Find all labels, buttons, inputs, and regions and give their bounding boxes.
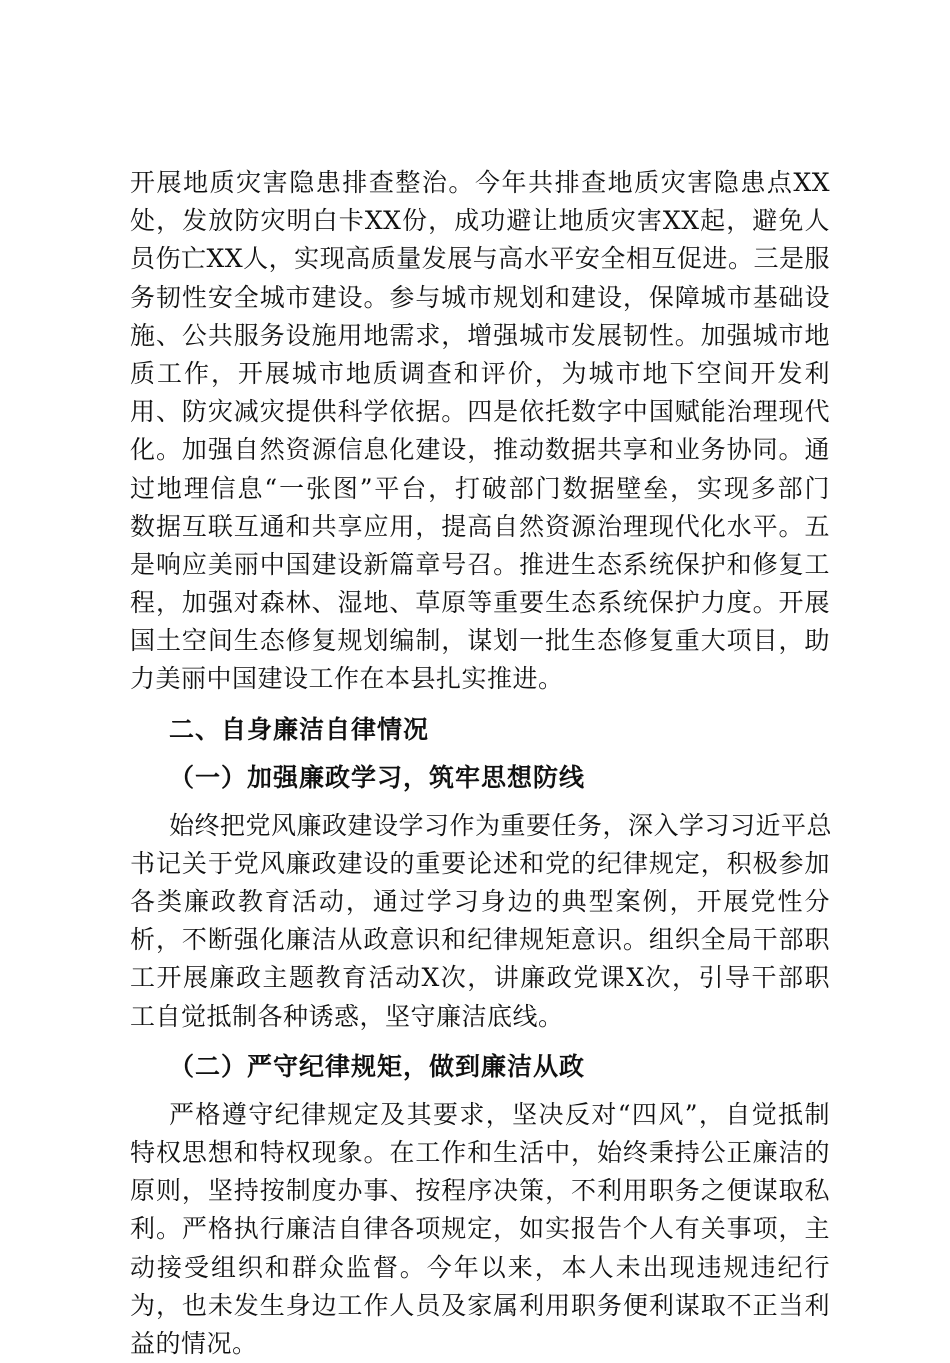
text-line: 动接受组织和群众监督。今年以来，本人未出现违规违纪行 [130,1252,830,1282]
paragraph-geohazard-continued [130,164,830,699]
text-line: 益的情况。 [130,1328,258,1358]
text-line: 工自觉抵制各种诱惑，坚守廉洁底线。 [130,1001,564,1031]
text-line: 特权思想和特权现象。在工作和生活中，始终秉持公正廉洁的 [130,1137,830,1167]
subsection-heading: （二）严守纪律规矩，做到廉洁从政 [169,1051,586,1081]
document-page [130,164,833,1363]
text-line: 工开展廉政主题教育活动X次，讲廉政党课X次，引导干部职 [130,963,830,993]
text-line: 析，不断强化廉洁从政意识和纪律规矩意识。组织全局干部职 [130,925,830,955]
text-line: 处，发放防灾明白卡XX份，成功避让地质灾害XX起，避免人 [130,206,830,236]
text-line: 员伤亡XX人，实现高质量发展与高水平安全相互促进。三是服 [130,244,830,274]
text-line: 施、公共服务设施用地需求，增强城市发展韧性。加强城市地 [130,320,830,350]
text-line: 是响应美丽中国建设新篇章号召。推进生态系统保护和修复工 [130,549,830,579]
text-line: 严格遵守纪律规定及其要求，坚决反对“四风”，自觉抵制 [169,1099,830,1129]
text-line: 为，也未发生身边工作人员及家属利用职务便利谋取不正当利 [130,1290,830,1320]
text-line: 务韧性安全城市建设。参与城市规划和建设，保障城市基础设 [130,282,830,312]
text-line: 利。严格执行廉洁自律各项规定，如实报告个人有关事项，主 [130,1214,830,1244]
text-line: 国土空间生态修复规划编制，谋划一批生态修复重大项目，助 [130,626,830,656]
text-line: 力美丽中国建设工作在本县扎实推进。 [130,664,564,694]
text-line: 化。加强自然资源信息化建设，推动数据共享和业务协同。通 [130,435,830,465]
text-line: 各类廉政教育活动，通过学习身边的典型案例，开展党性分 [130,887,830,916]
text-line: 程，加强对森林、湿地、草原等重要生态系统保护力度。开展 [130,588,830,618]
subsection-heading: （一）加强廉政学习，筑牢思想防线 [169,762,586,792]
text-line: 数据互联互通和共享应用，提高自然资源治理现代化水平。五 [130,511,830,541]
paragraph-discipline [130,1096,830,1363]
text-line: 始终把党风廉政建设学习作为重要任务，深入学习习近平总 [169,810,833,840]
text-line: 原则，坚持按制度办事、按程序决策，不利用职务之便谋取私 [130,1176,830,1206]
text-line: 质工作，开展城市地质调查和评价，为城市地下空间开发利 [130,358,830,388]
text-line: 过地理信息“一张图”平台，打破部门数据壁垒，实现多部门 [130,473,830,503]
text-line: 用、防灾减灾提供科学依据。四是依托数字中国赋能治理现代 [130,397,830,427]
text-line: 书记关于党风廉政建设的重要论述和党的纪律规定，积极参加 [130,848,830,878]
paragraph-integrity-study [130,807,833,1036]
section-heading: 二、自身廉洁自律情况 [169,714,430,744]
text-line: 开展地质灾害隐患排查整治。今年共排查地质灾害隐患点XX [130,168,830,197]
